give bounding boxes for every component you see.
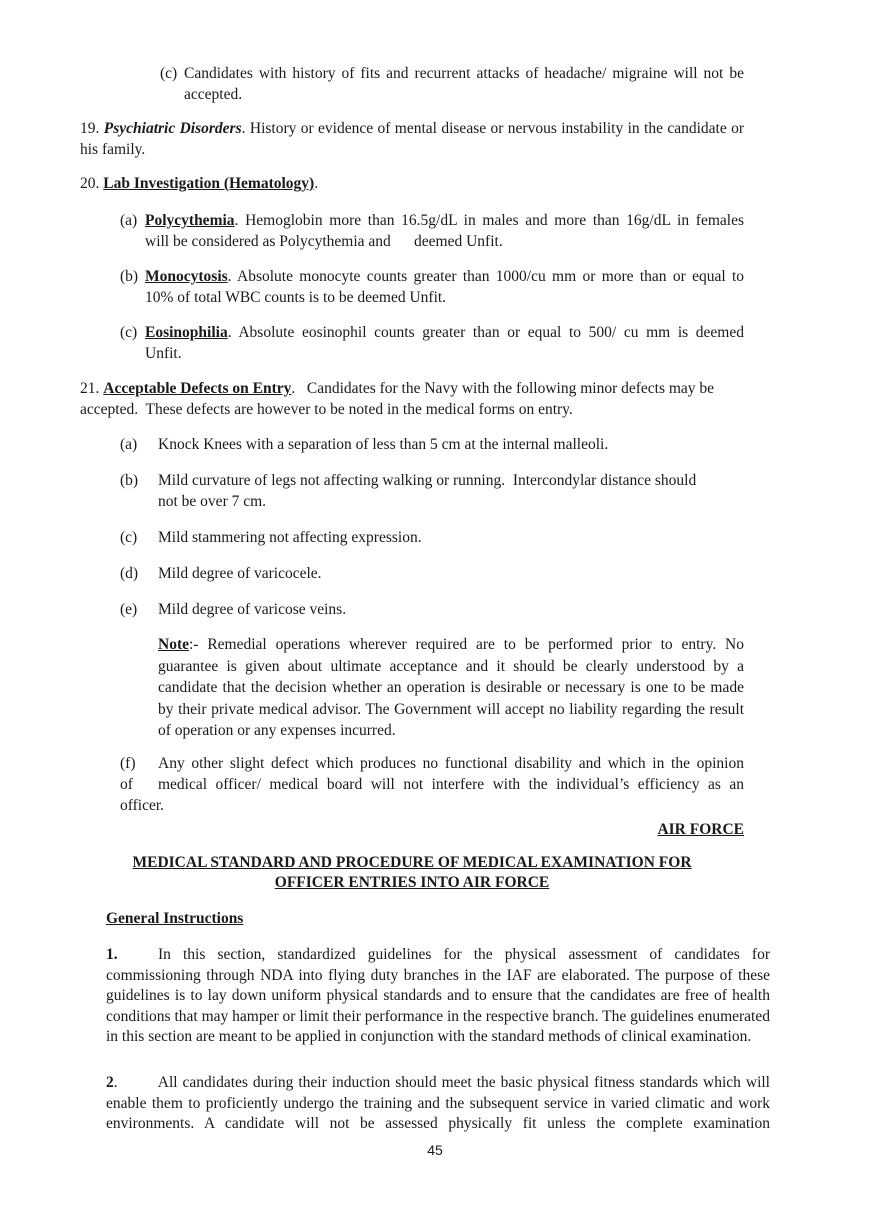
paragraph-number: 2 (106, 1074, 114, 1091)
paragraph-heading: Psychiatric Disorders (103, 120, 242, 137)
paragraph-text: All candidates during their induction should meet the basic physical fitness standards which will enable them to proficiently undergo the training and the subsequent service in varied climatic and work environments. A candidate will not be assessed physically fit unless the complete examination (106, 1074, 770, 1132)
paragraph-20-heading (80, 173, 318, 194)
item-text: officer. (120, 797, 165, 814)
item-line (145, 210, 744, 231)
item-marker: (c) (120, 324, 138, 341)
clause-text: Candidates with history of fits and recurrent attacks of headache/ migraine will not be accepted. (184, 65, 744, 103)
note-block (158, 634, 744, 742)
paragraph-number: 20. (80, 175, 100, 192)
paragraph-21-intro (80, 378, 714, 399)
item-text: . Absolute monocyte counts greater than 1000/cu mm or more than or equal to (227, 268, 744, 285)
instruction-paragraph-1 (106, 945, 770, 1048)
item-marker: (e) (120, 601, 138, 618)
item-term: Monocytosis (145, 268, 228, 285)
paragraph-number: 21. (80, 380, 100, 397)
paragraph-19 (80, 118, 744, 160)
paragraph-21-intro-line2: accepted. These defects are however to be noted in the medical forms on entry. (80, 401, 573, 418)
item-text: Mild curvature of legs not affecting walking or running. Intercondylar distance should (158, 472, 697, 489)
paragraph-number: 19. (80, 120, 100, 137)
paragraph-heading: Acceptable Defects on Entry (103, 380, 292, 397)
item-marker: (c) (120, 529, 138, 546)
item-marker: (b) (120, 472, 139, 489)
paragraph-text: . Candidates for the Navy with the following minor defects may be (291, 380, 715, 397)
item-text: . Hemoglobin more than 16.5g/dL in males and more than 16g/dL in females (234, 212, 744, 229)
note-text: :- Remedial operations wherever required are to be performed prior to entry. No guarantee is given about ultimate acceptance and it should be clearly understood by a candidate that the decision whether an operation is desirable or necessary is one to be made by their private medical advisor. The Government will accept no liability regarding the result of operation or any expenses incurred. (158, 636, 744, 739)
paragraph-text: . History or evidence of mental disease or nervous instability in the candidate or his family. (80, 120, 745, 158)
item-line: Unfit. (145, 345, 182, 362)
item-marker: (a) (120, 436, 138, 453)
item-line: 10% of total WBC counts is to be deemed Unfit. (145, 289, 447, 306)
clause-marker: (c) (160, 65, 178, 82)
subsection-heading: General Instructions (106, 910, 244, 927)
item-text: medical officer/ medical board will not interfere with the individual’s efficiency as an (158, 776, 744, 793)
item-line (145, 322, 744, 343)
item-text: Mild degree of varicocele. (158, 565, 322, 582)
item-marker: (b) (120, 268, 139, 285)
heading-period: . (314, 175, 319, 192)
paragraph-heading: Lab Investigation (Hematology) (103, 175, 315, 192)
item-marker: (d) (120, 565, 139, 582)
page-number: 45 (427, 1142, 443, 1158)
item-line: will be considered as Polycythemia and deemed Unfit. (145, 233, 503, 250)
section-label: AIR FORCE (657, 821, 744, 838)
item-text: Mild degree of varicose veins. (158, 601, 347, 618)
paragraph-text: In this section, standardized guidelines for the physical assessment of candidates for commissioning through NDA into flying duty branches in the IAF are elaborated. The purpose of these guidelines is to lay down uniform physical standards and to ensure that the candidates are free of health conditions that may hamper or limit their performance in the respective branch. The guidelines enumerated in this section are meant to be applied in conjunction with the standard methods of clinical examination. (106, 946, 770, 1045)
section-title-line2: OFFICER ENTRIES INTO AIR FORCE (274, 874, 550, 891)
item-marker: (a) (120, 212, 138, 229)
paragraph-number-period: . (113, 1074, 118, 1091)
item-term: Eosinophilia (145, 324, 228, 341)
item-text: . Absolute eosinophil counts greater than or equal to 500/ cu mm is deemed (227, 324, 744, 341)
item-text: not be over 7 cm. (158, 493, 267, 510)
item-term: Polycythemia (145, 212, 235, 229)
paragraph-number: 1. (106, 946, 118, 963)
item-text: Any other slight defect which produces no functional disability and which in the opinion (158, 755, 744, 772)
section-title-line1: MEDICAL STANDARD AND PROCEDURE OF MEDICAL EXAMINATION FOR (132, 854, 692, 871)
item-marker: (f) (120, 755, 136, 772)
item-text: Mild stammering not affecting expression. (158, 529, 422, 546)
instruction-paragraph-2 (106, 1073, 770, 1135)
note-label: Note (158, 636, 189, 653)
item-line (145, 266, 744, 287)
item-text: Knock Knees with a separation of less than 5 cm at the internal malleoli. (158, 436, 609, 453)
item-text: of (120, 776, 133, 793)
